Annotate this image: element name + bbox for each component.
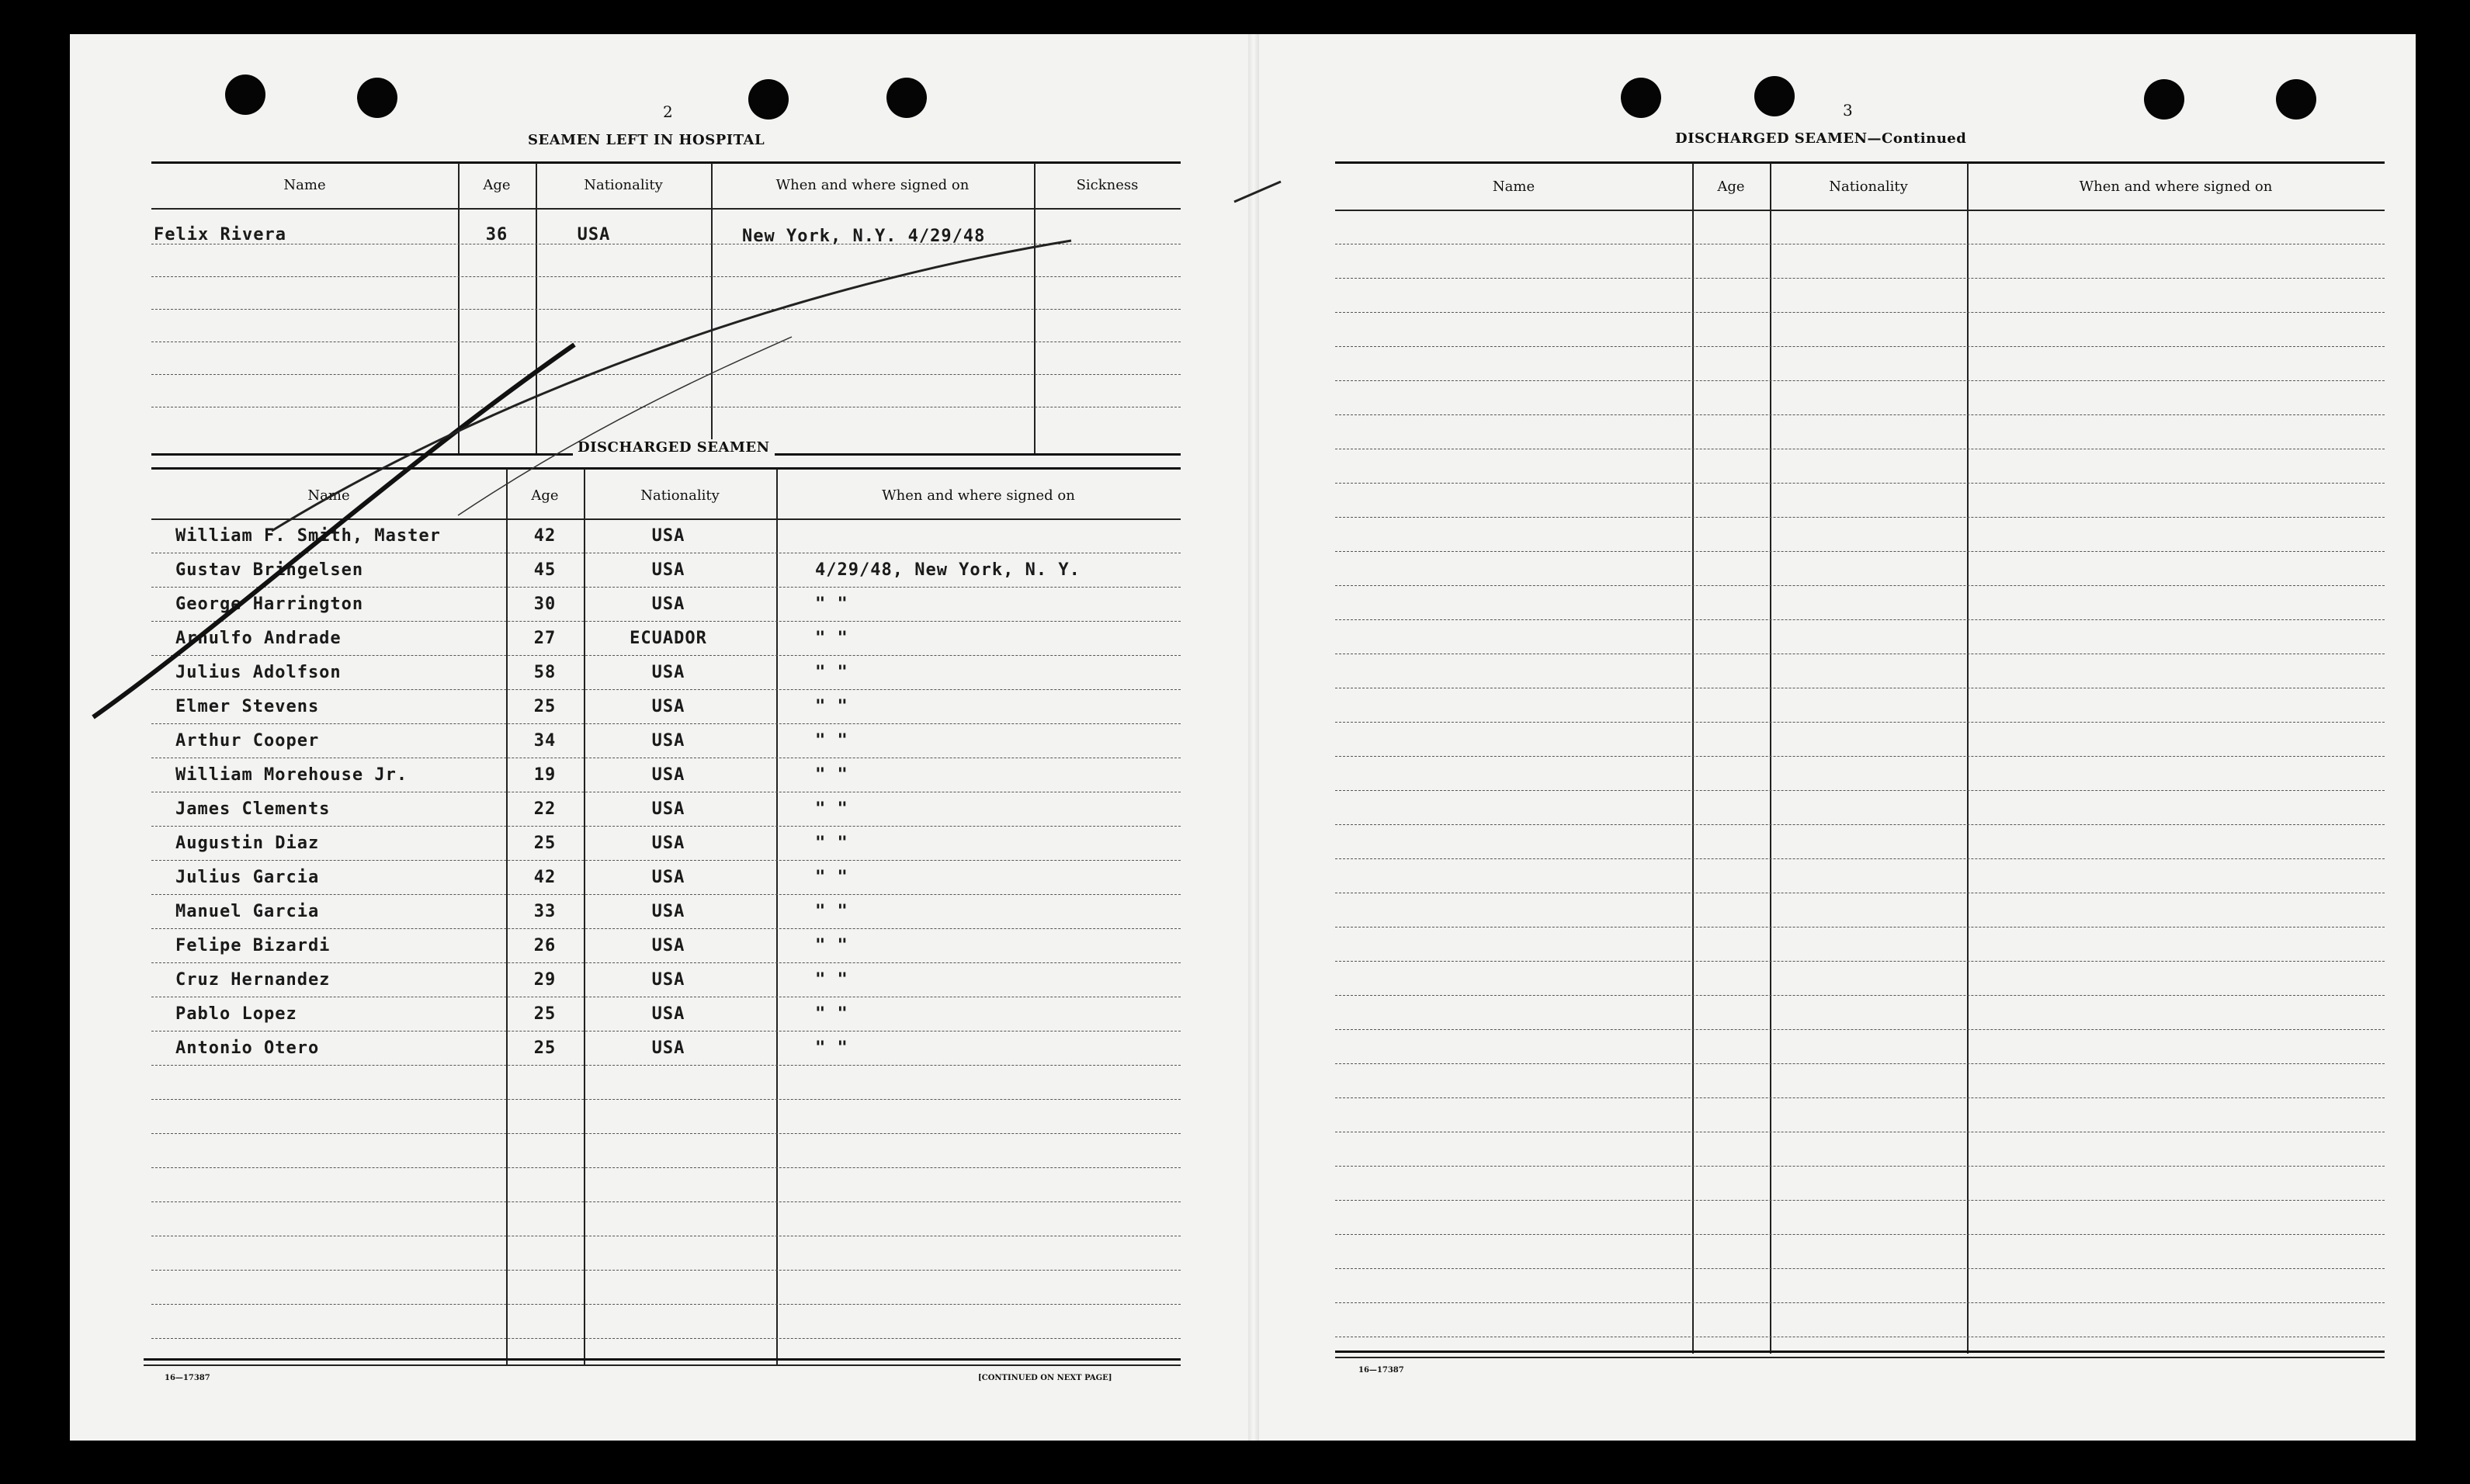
seaman-nationality: USA (651, 765, 685, 785)
seaman-name: Augustin Diaz (175, 834, 320, 853)
seaman-age: 26 (533, 936, 557, 955)
hospital-section-title: SEAMEN LEFT IN HOSPITAL (528, 132, 765, 148)
seaman-name: Felipe Bizardi (175, 936, 331, 955)
hospital-name: Felix Rivera (154, 225, 286, 244)
form-number: 16—17387 (1358, 1366, 1404, 1375)
seaman-name: William F. Smith, Master (175, 526, 441, 546)
discharged-header-name: Name (307, 487, 350, 504)
seaman-age: 25 (533, 1038, 557, 1058)
right-section-title: DISCHARGED SEAMEN—Continued (1675, 130, 1967, 147)
seaman-name: James Clements (175, 799, 331, 819)
seaman-nationality: USA (651, 834, 685, 853)
seaman-age: 27 (533, 629, 557, 648)
discharged-section-title: DISCHARGED SEAMEN (573, 439, 775, 456)
hospital-signed-on: New York, N.Y. 4/29/48 (742, 227, 986, 246)
seaman-name: Arnulfo Andrade (175, 629, 342, 648)
right-header-age: Age (1717, 179, 1745, 195)
seaman-age: 25 (533, 834, 557, 853)
seaman-nationality: USA (651, 697, 685, 716)
right-header-name: Name (1492, 179, 1535, 195)
seaman-nationality: USA (651, 1004, 685, 1024)
seaman-nationality: USA (651, 595, 685, 614)
seaman-age: 19 (533, 765, 557, 785)
seaman-signed-on: " " (815, 765, 848, 785)
form-number: 16—17387 (165, 1374, 210, 1382)
seaman-signed-on: " " (815, 1038, 848, 1058)
seaman-name: William Morehouse Jr. (175, 765, 408, 785)
seaman-name: Julius Garcia (175, 868, 320, 887)
seaman-signed-on: " " (815, 868, 848, 887)
seaman-signed-on: " " (815, 970, 848, 990)
continued-note: [CONTINUED ON NEXT PAGE] (978, 1374, 1112, 1382)
seaman-age: 29 (533, 970, 557, 990)
seaman-name: Elmer Stevens (175, 697, 320, 716)
right-header-signed-on: When and where signed on (2079, 179, 2273, 195)
right-header-nationality: Nationality (1829, 179, 1908, 195)
seaman-age: 25 (533, 1004, 557, 1024)
seaman-signed-on: " " (815, 731, 848, 751)
strike-line (1234, 182, 1281, 202)
seaman-name: Manuel Garcia (175, 902, 320, 921)
seaman-name: Pablo Lopez (175, 1004, 297, 1024)
hospital-age: 36 (485, 225, 508, 244)
seaman-nationality: USA (651, 1038, 685, 1058)
seaman-signed-on: " " (815, 1004, 848, 1024)
seaman-signed-on: " " (815, 834, 848, 853)
seaman-age: 58 (533, 663, 557, 682)
page-number: 2 (663, 102, 673, 121)
seaman-nationality: USA (651, 902, 685, 921)
seaman-nationality: ECUADOR (630, 629, 707, 648)
seaman-nationality: USA (651, 936, 685, 955)
page-number: 3 (1843, 101, 1853, 120)
seaman-age: 42 (533, 868, 557, 887)
strike-line (272, 241, 1071, 531)
seaman-age: 42 (533, 526, 557, 546)
seaman-nationality: USA (651, 731, 685, 751)
seaman-nationality: USA (651, 868, 685, 887)
seaman-signed-on: " " (815, 629, 848, 648)
seaman-name: Antonio Otero (175, 1038, 320, 1058)
hospital-header-age: Age (483, 177, 511, 193)
seaman-age: 30 (533, 595, 557, 614)
hospital-nationality: USA (577, 225, 611, 244)
seaman-age: 33 (533, 902, 557, 921)
seaman-signed-on: " " (815, 799, 848, 819)
discharged-header-nationality: Nationality (640, 487, 720, 504)
seaman-signed-on: " " (815, 902, 848, 921)
seaman-name: Cruz Hernandez (175, 970, 331, 990)
strike-marks (70, 34, 2416, 1441)
seaman-signed-on: " " (815, 697, 848, 716)
seaman-name: Julius Adolfson (175, 663, 342, 682)
seaman-age: 25 (533, 697, 557, 716)
strike-line (93, 345, 574, 717)
seaman-nationality: USA (651, 560, 685, 580)
seaman-age: 45 (533, 560, 557, 580)
hospital-header-name: Name (283, 177, 326, 193)
discharged-header-age: Age (531, 487, 559, 504)
seaman-name: Gustav Bringelsen (175, 560, 364, 580)
strike-line (458, 337, 792, 515)
discharged-header-signed-on: When and where signed on (882, 487, 1075, 504)
seaman-age: 22 (533, 799, 557, 819)
seaman-age: 34 (533, 731, 557, 751)
seaman-name: Arthur Cooper (175, 731, 320, 751)
hospital-header-sickness: Sickness (1076, 177, 1139, 193)
seaman-signed-on: 4/29/48, New York, N. Y. (815, 560, 1081, 580)
seaman-name: George Harrington (175, 595, 364, 614)
seaman-nationality: USA (651, 663, 685, 682)
seaman-signed-on: " " (815, 595, 848, 614)
document-sheet (70, 34, 2416, 1441)
hospital-header-signed-on: When and where signed on (775, 177, 970, 193)
seaman-signed-on: " " (815, 663, 848, 682)
seaman-nationality: USA (651, 799, 685, 819)
seaman-nationality: USA (651, 526, 685, 546)
hospital-header-nationality: Nationality (584, 177, 663, 193)
seaman-nationality: USA (651, 970, 685, 990)
seaman-signed-on: " " (815, 936, 848, 955)
